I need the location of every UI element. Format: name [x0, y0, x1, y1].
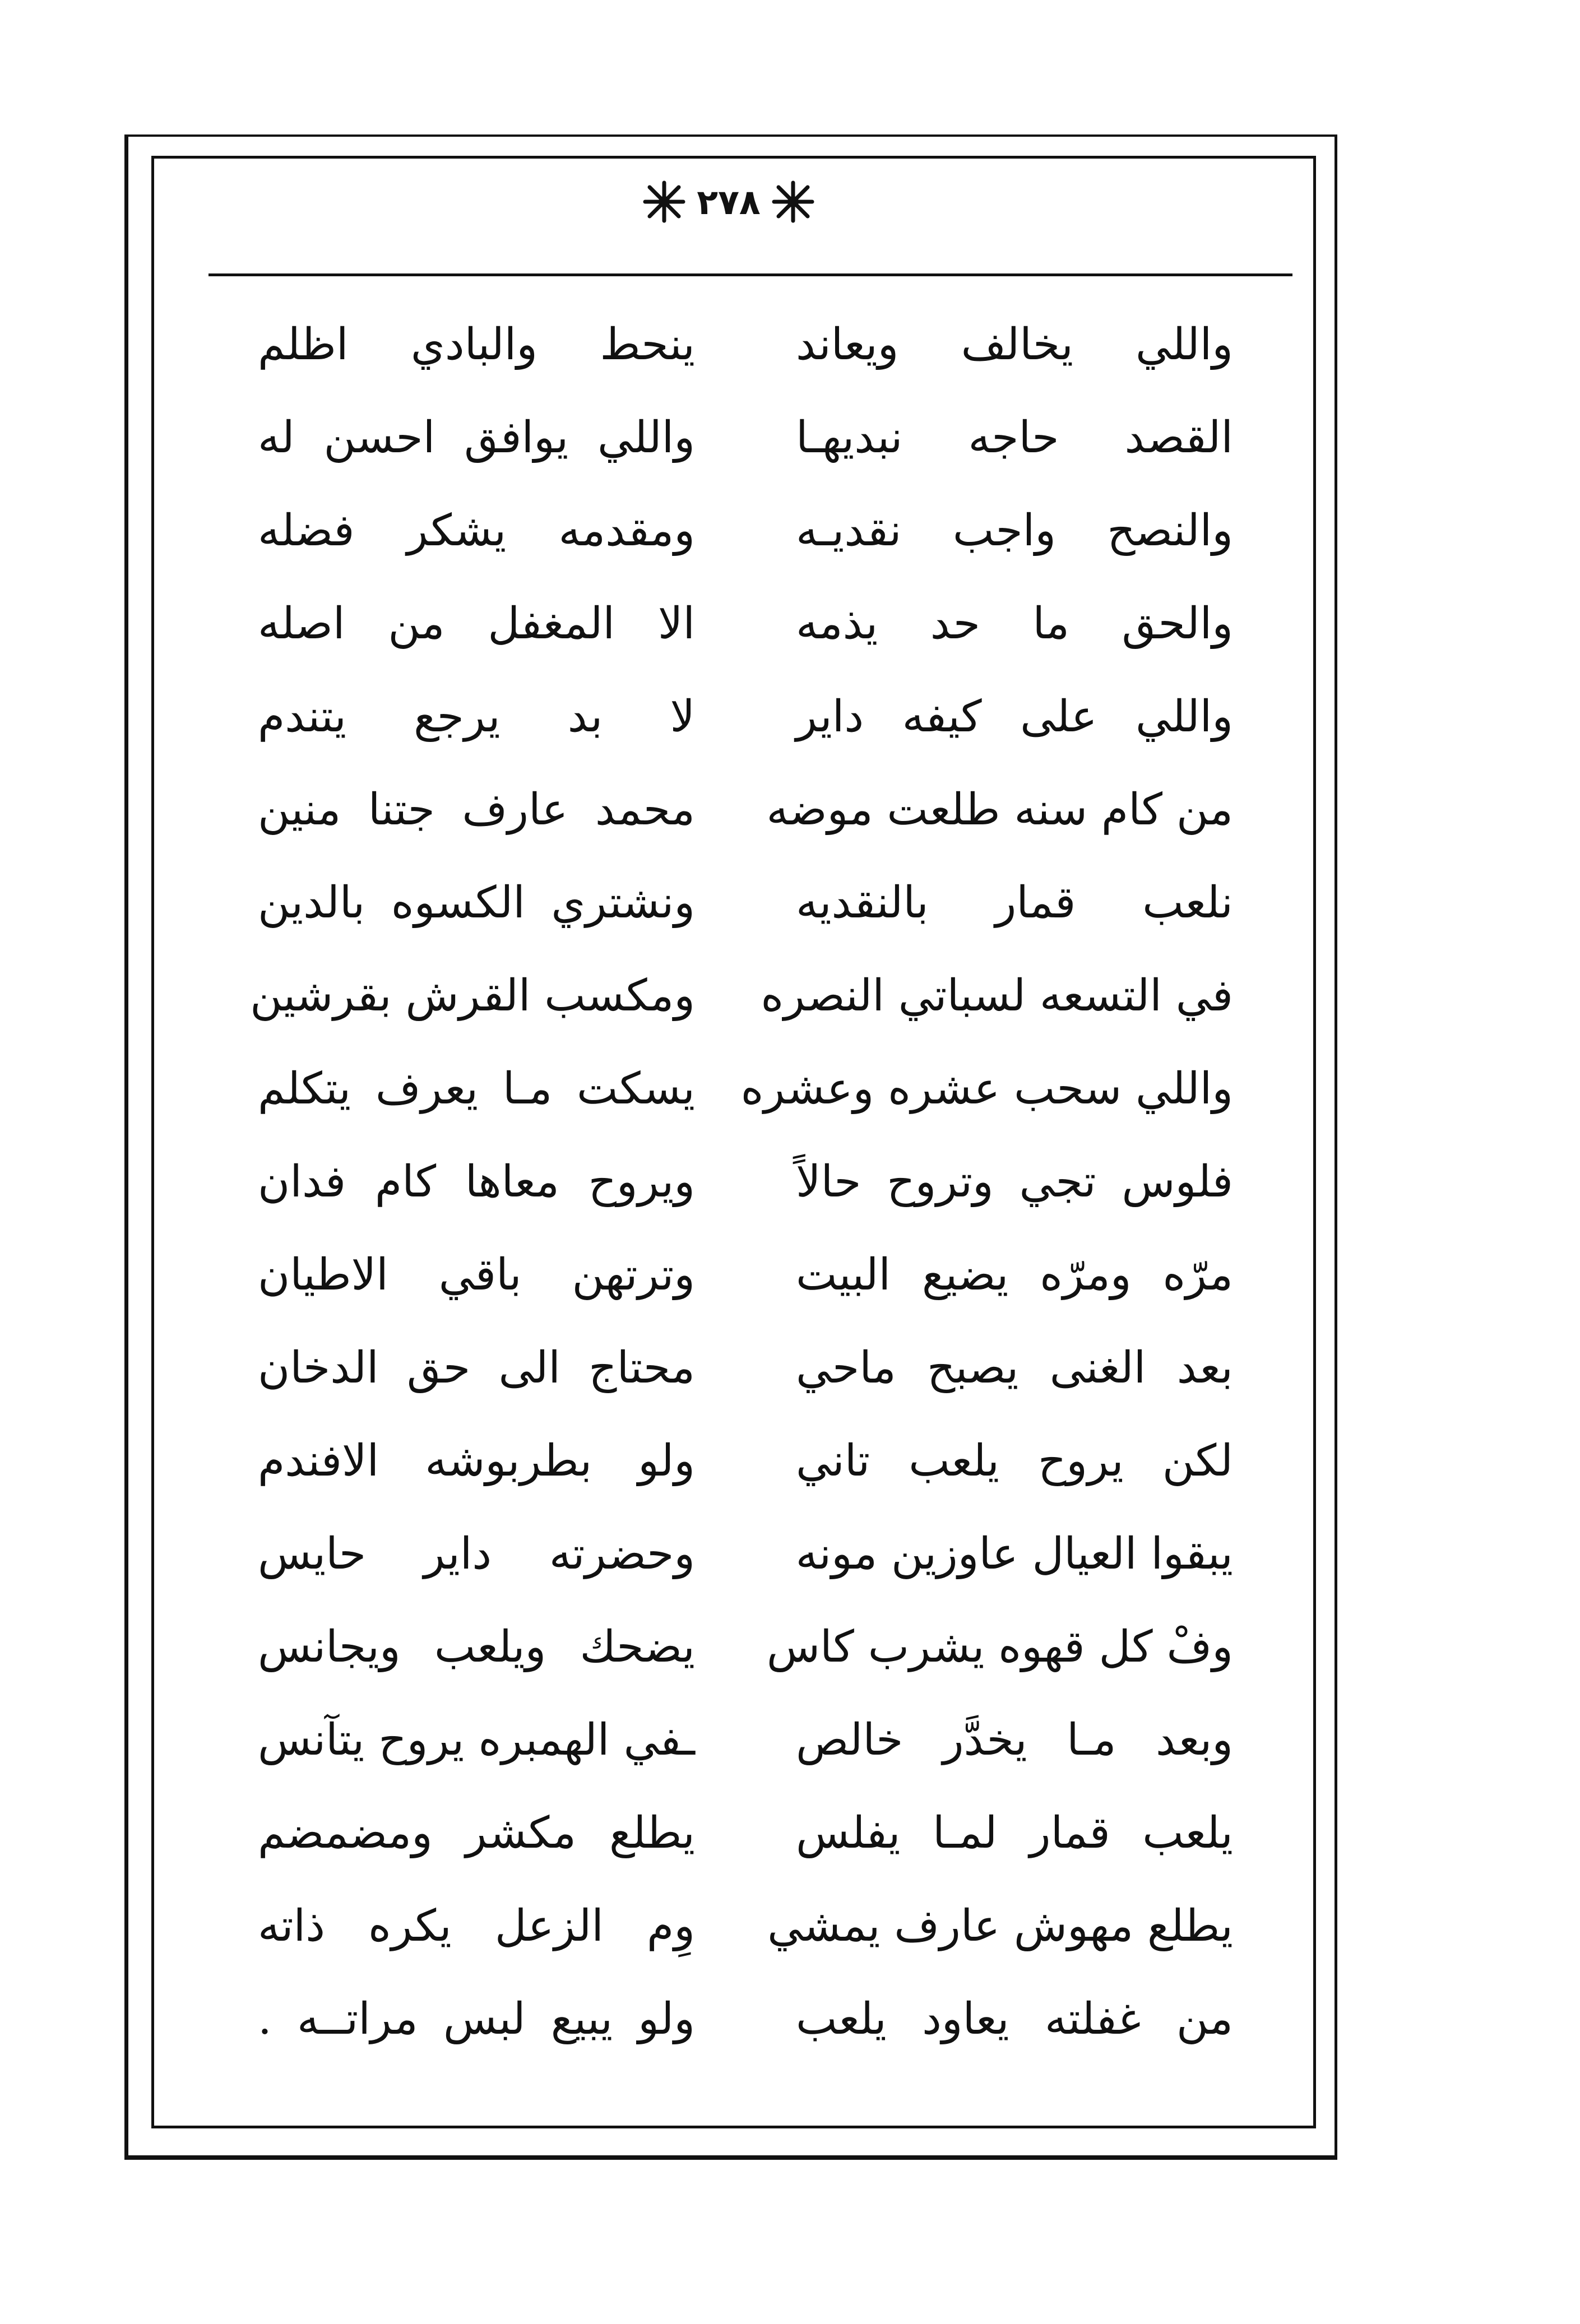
hemistich-left: يطلع مكشر ومضمضم	[258, 1808, 695, 1858]
hemistich-left: الا المغفل من اصله	[258, 599, 695, 649]
hemistich-right: واللي يخالف ويعاند	[796, 319, 1233, 370]
star-ornament-icon	[771, 179, 816, 224]
hemistich-left: ومقدمه يشكر فضله	[258, 505, 695, 556]
hemistich-left: ومكسب القرش بقرشين	[250, 971, 695, 1021]
hemistich-right: والنصح واجب نقديـه	[796, 505, 1233, 556]
hemistich-left: ـفي الهمبره يروح يتآنس	[258, 1715, 695, 1765]
hemistich-right: القصد حاجه نبديهـا	[796, 412, 1233, 463]
verse-line	[258, 1512, 1233, 1596]
verse-line	[258, 1047, 1233, 1131]
hemistich-left: يسكت مـا يعرف يتكلم	[258, 1064, 695, 1114]
hemistich-left: محتاج الى حق الدخان	[258, 1343, 695, 1393]
hemistich-right: في التسعه لسباتي النصره	[761, 971, 1233, 1021]
header-rule	[208, 273, 1292, 276]
verse-line	[258, 1977, 1233, 2061]
verse-line	[258, 1791, 1233, 1875]
verse-line	[258, 861, 1233, 945]
verse-line	[250, 954, 1233, 1038]
hemistich-right: لكن يروح يلعب تاني	[796, 1436, 1233, 1486]
hemistich-left: وحضرته داير حايس	[258, 1529, 695, 1579]
hemistich-left: واللي يوافق احسن له	[258, 412, 695, 463]
verse-line	[258, 396, 1233, 480]
hemistich-right: من كام سنه طلعت موضه	[766, 785, 1233, 835]
hemistich-left: ينحط والبادي اظلم	[258, 319, 695, 370]
hemistich-left: لا بد يرجع يتندم	[258, 692, 695, 742]
verse-line	[258, 1140, 1233, 1224]
hemistich-left: ولو يبيع لبس مراتــه .	[258, 1994, 695, 2044]
hemistich-right: واللي على كيفه داير	[796, 692, 1233, 742]
page-header	[560, 168, 897, 235]
hemistich-right: وبعد مـا يخدَّر خالص	[796, 1715, 1233, 1765]
star-ornament-icon	[642, 179, 687, 224]
hemistich-left: محمد عارف جتنا منين	[258, 785, 695, 835]
hemistich-right: يلعب قمار لمـا يفلس	[796, 1808, 1233, 1858]
hemistich-left: ولو بطربوشه الافندم	[258, 1436, 695, 1486]
hemistich-left: ونشتري الكسوه بالدين	[258, 878, 695, 928]
hemistich-left: ويروح معاها كام فدان	[258, 1157, 695, 1207]
hemistich-right: واللي سحب عشره وعشره	[740, 1064, 1233, 1114]
hemistich-right: نلعب قمار بالنقديه	[796, 878, 1233, 928]
hemistich-right: فلوس تجي وتروح حالاً	[796, 1157, 1233, 1207]
hemistich-right: من غفلته يعاود يلعب	[796, 1994, 1233, 2044]
page-number: ٢٧٨	[697, 181, 761, 222]
hemistich-right: مرّه ومرّه يضيع البيت	[796, 1250, 1233, 1300]
hemistich-right: بعد الغنى يصبح ماحي	[796, 1343, 1233, 1393]
hemistich-left: يضحك ويلعب ويجانس	[258, 1622, 695, 1672]
verse-line	[258, 1605, 1233, 1689]
hemistich-right: وفْ كل قهوه يشرب كاس	[766, 1622, 1233, 1672]
verse-line	[258, 1884, 1233, 1968]
hemistich-right: يطلع مهوش عارف يمشي	[767, 1901, 1233, 1951]
verse-line	[258, 768, 1233, 852]
verse-line	[258, 675, 1233, 759]
poem-body	[250, 280, 1233, 2096]
verse-line	[258, 1419, 1233, 1503]
hemistich-right: والحق ما حد يذمه	[796, 599, 1233, 649]
hemistich-right: يبقوا العيال عاوزين مونه	[795, 1529, 1233, 1579]
hemistich-left: وِم الزعل يكره ذاته	[258, 1901, 695, 1951]
verse-line	[258, 582, 1233, 666]
hemistich-left: وترتهن باقي الاطيان	[258, 1250, 695, 1300]
verse-line	[258, 1326, 1233, 1410]
verse-line	[258, 489, 1233, 573]
verse-line	[258, 1698, 1233, 1782]
verse-line	[258, 303, 1233, 387]
verse-line	[258, 1233, 1233, 1317]
